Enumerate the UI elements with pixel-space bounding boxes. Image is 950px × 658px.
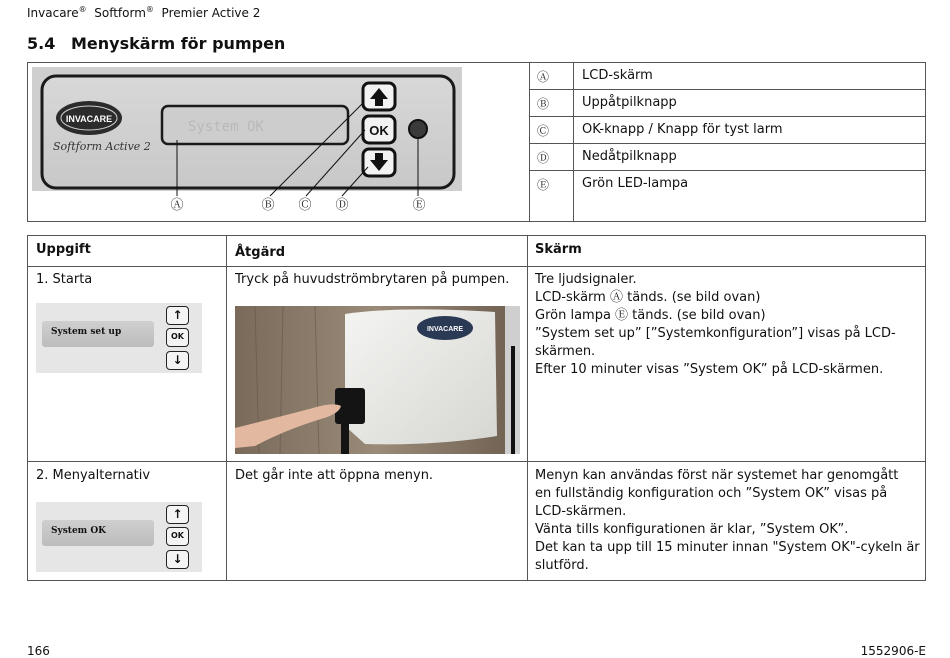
arrow-down-icon: ↓ (166, 550, 189, 569)
legend-label: OK-knapp / Knapp för tyst larm (582, 122, 783, 137)
header-action: Åtgärd (235, 245, 286, 260)
screen-line: Menyn kan användas först när systemet har genomgått (535, 468, 899, 483)
screen-line: Det kan ta upp till 15 minuter innan "System OK"-cykeln är (535, 540, 920, 555)
legend-key: Ⓑ (530, 90, 574, 116)
model-name: Premier Active 2 (161, 6, 261, 20)
instruction-table (27, 235, 926, 581)
legend-table (529, 63, 926, 221)
ok-button: OK (166, 527, 189, 546)
legend-label: Uppåtpilknapp (582, 95, 677, 110)
panel-figure (27, 62, 926, 222)
screen-line: LCD-skärm Ⓐ tänds. (se bild ovan) (535, 290, 761, 305)
screen-line: en fullständig konfiguration och ”System OK” visas på (535, 486, 888, 501)
action-text: Tryck på huvudströmbrytaren på pumpen. (235, 272, 510, 287)
panel-label: Softform Active 2 (53, 140, 151, 153)
screen-line: Grön lampa Ⓔ tänds. (se bild ovan) (535, 308, 766, 323)
photo-logo-text: INVACARE (426, 326, 464, 333)
callout-e: Ⓔ (412, 198, 426, 213)
screen-text (535, 467, 920, 575)
legend-label: Nedåtpilknapp (582, 149, 677, 164)
mini-lcd-text: System set up (51, 327, 122, 337)
ok-label: OK (369, 123, 389, 138)
arrow-up-icon: ↑ (166, 505, 189, 524)
registered-mark: ® (78, 5, 87, 14)
control-panel-drawing (28, 63, 529, 221)
legend-label: LCD-skärm (582, 68, 653, 83)
screen-line: ”System set up” [”Systemkonfiguration”] visas på LCD-skärmen. (535, 326, 896, 359)
arrow-up-icon: ↑ (166, 306, 189, 325)
brand-name: Invacare (27, 6, 79, 20)
legend-key: Ⓔ (530, 171, 574, 221)
task-start: 1. Starta (36, 272, 93, 287)
legend-row (530, 117, 926, 144)
mini-lcd (42, 321, 154, 347)
screen-line: Vänta tills konfigurationen är klar, ”System OK”. (535, 522, 849, 537)
legend-row (530, 171, 926, 221)
screen-line: slutförd. (535, 558, 589, 573)
screen-text (535, 271, 925, 379)
arrow-down-icon: ↓ (166, 351, 189, 370)
registered-mark: ® (145, 5, 154, 14)
legend-row (530, 90, 926, 117)
legend-label: Grön LED-lampa (582, 176, 689, 191)
legend-key: Ⓓ (530, 144, 574, 170)
callout-a: Ⓐ (170, 198, 184, 213)
legend-row (530, 63, 926, 90)
page-number: 166 (27, 644, 50, 658)
mini-panel (36, 303, 202, 373)
task-menu: 2. Menyalternativ (36, 468, 151, 483)
legend-key: Ⓐ (530, 63, 574, 89)
section-heading: Menyskärm för pumpen (71, 34, 286, 53)
screen-line: LCD-skärmen. (535, 504, 627, 519)
callout-c: Ⓒ (298, 198, 312, 213)
callout-b: Ⓑ (261, 198, 275, 213)
document-number: 1552906-E (860, 644, 926, 658)
header-screen: Skärm (535, 242, 582, 257)
header-task: Uppgift (36, 242, 91, 257)
section-title (27, 34, 285, 53)
legend-row (530, 144, 926, 171)
legend-key: Ⓒ (530, 117, 574, 143)
section-number: 5.4 (27, 34, 56, 53)
led-lamp-icon (409, 120, 427, 138)
ok-button: OK (166, 328, 189, 347)
lcd-text: System OK (188, 119, 264, 135)
logo-text: INVACARE (65, 114, 113, 124)
mini-panel (36, 502, 202, 572)
action-text: Det går inte att öppna menyn. (235, 468, 434, 483)
screen-line: Efter 10 minuter visas ”System OK” på LCD-skärmen. (535, 362, 884, 377)
callout-d: Ⓓ (335, 198, 349, 213)
mini-lcd-text: System OK (51, 526, 106, 536)
panel-illustration (28, 63, 529, 221)
running-header (27, 5, 260, 20)
screen-line: Tre ljudsignaler. (535, 272, 637, 287)
product-name: Softform (94, 6, 146, 20)
pump-switch-photo (235, 306, 520, 454)
mini-lcd (42, 520, 154, 546)
